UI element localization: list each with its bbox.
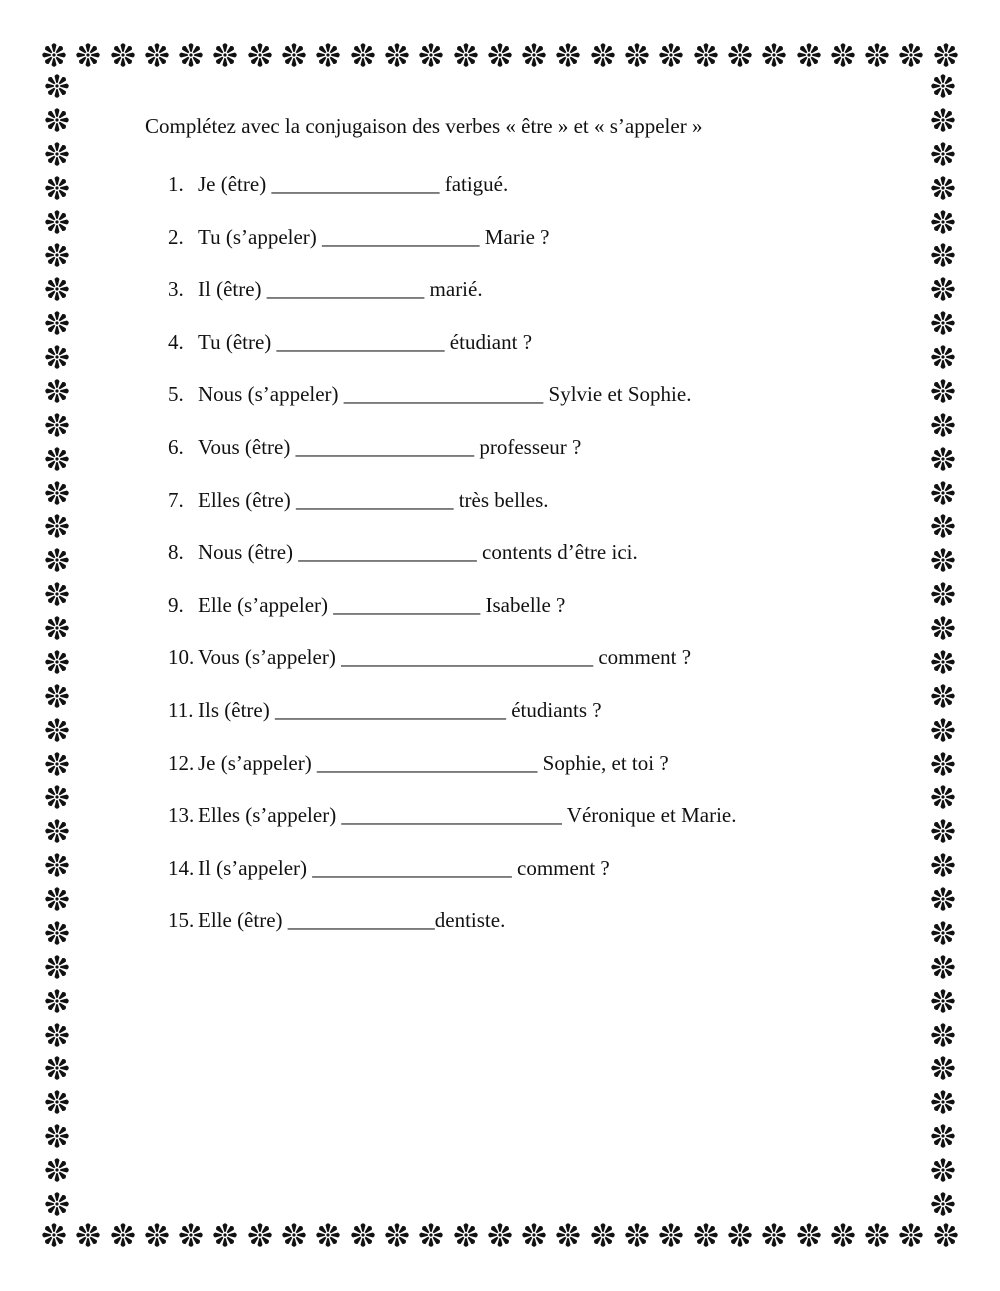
flower-ornament-icon [417, 1221, 445, 1249]
border-left [40, 72, 74, 1218]
flower-ornament-icon [929, 750, 957, 778]
flower-ornament-icon [929, 885, 957, 913]
exercise-sentence: Je (être) ________________ fatigué. [198, 172, 509, 196]
flower-ornament-icon [929, 1088, 957, 1116]
flower-ornament-icon [554, 41, 582, 69]
flower-ornament-icon [863, 41, 891, 69]
exercise-number: 12. [168, 750, 195, 775]
flower-ornament-icon [211, 1221, 239, 1249]
flower-ornament-icon [109, 1221, 137, 1249]
exercise-item [168, 540, 736, 593]
flower-ornament-icon [929, 817, 957, 845]
flower-ornament-icon [211, 41, 239, 69]
flower-ornament-icon [43, 1122, 71, 1150]
flower-ornament-icon [40, 41, 68, 69]
flower-ornament-icon [43, 987, 71, 1015]
flower-ornament-icon [74, 41, 102, 69]
flower-ornament-icon [43, 851, 71, 879]
flower-ornament-icon [657, 41, 685, 69]
flower-ornament-icon [43, 445, 71, 473]
exercise-number: 13. [168, 803, 195, 828]
flower-ornament-icon [520, 1221, 548, 1249]
flower-ornament-icon [43, 377, 71, 405]
worksheet-title: Complétez avec la conjugaison des verbes « être » et « s’appeler » [145, 114, 703, 138]
exercise-sentence: Vous (être) _________________ professeur ? [198, 434, 582, 459]
flower-ornament-icon [43, 343, 71, 371]
flower-ornament-icon [43, 1156, 71, 1184]
flower-ornament-icon [929, 1122, 957, 1150]
flower-ornament-icon [246, 1221, 274, 1249]
flower-ornament-icon [43, 546, 71, 574]
exercise-item [168, 908, 736, 961]
border-right [926, 72, 960, 1218]
flower-ornament-icon [929, 377, 957, 405]
flower-ornament-icon [177, 41, 205, 69]
flower-ornament-icon [43, 241, 71, 269]
flower-ornament-icon [726, 1221, 754, 1249]
flower-ornament-icon [43, 1054, 71, 1082]
flower-ornament-icon [43, 72, 71, 100]
flower-ornament-icon [43, 783, 71, 811]
exercise-sentence: Il (être) _______________ marié. [198, 277, 483, 302]
exercise-sentence: Elle (être) ______________dentiste. [198, 908, 506, 933]
flower-ornament-icon [43, 479, 71, 507]
exercise-item [168, 751, 736, 804]
flower-ornament-icon [929, 851, 957, 879]
flower-ornament-icon [43, 1021, 71, 1049]
flower-ornament-icon [589, 41, 617, 69]
flower-ornament-icon [452, 41, 480, 69]
flower-ornament-icon [929, 1054, 957, 1082]
flower-ornament-icon [929, 72, 957, 100]
flower-ornament-icon [43, 750, 71, 778]
flower-ornament-icon [554, 1221, 582, 1249]
flower-ornament-icon [929, 343, 957, 371]
exercise-number: 8. [168, 540, 184, 565]
exercise-list [168, 172, 736, 961]
exercise-number: 1. [168, 172, 184, 196]
flower-ornament-icon [349, 1221, 377, 1249]
flower-ornament-icon [929, 953, 957, 981]
flower-ornament-icon [929, 716, 957, 744]
exercise-sentence: Il (s’appeler) ___________________ comment ? [198, 855, 610, 880]
flower-ornament-icon [280, 41, 308, 69]
flower-ornament-icon [929, 106, 957, 134]
flower-ornament-icon [280, 1221, 308, 1249]
flower-ornament-icon [929, 275, 957, 303]
flower-ornament-icon [929, 411, 957, 439]
flower-ornament-icon [43, 512, 71, 540]
border-bottom [40, 1218, 960, 1252]
exercise-item [168, 488, 736, 541]
flower-ornament-icon [929, 140, 957, 168]
exercise-sentence: Nous (s’appeler) ___________________ Sylvie et Sophie. [198, 382, 692, 407]
flower-ornament-icon [43, 817, 71, 845]
flower-ornament-icon [929, 987, 957, 1015]
flower-ornament-icon [829, 41, 857, 69]
flower-ornament-icon [520, 41, 548, 69]
exercise-sentence: Vous (s’appeler) ________________________ comment ? [198, 645, 692, 670]
exercise-number: 9. [168, 592, 184, 617]
flower-ornament-icon [929, 783, 957, 811]
exercise-number: 7. [168, 487, 184, 512]
exercise-item [168, 330, 736, 383]
flower-ornament-icon [43, 919, 71, 947]
flower-ornament-icon [43, 106, 71, 134]
exercise-sentence: Tu (être) ________________ étudiant ? [198, 329, 533, 354]
flower-ornament-icon [109, 41, 137, 69]
flower-ornament-icon [795, 1221, 823, 1249]
flower-ornament-icon [929, 1156, 957, 1184]
flower-ornament-icon [43, 275, 71, 303]
exercise-sentence: Je (s’appeler) _____________________ Sophie, et toi ? [198, 750, 669, 775]
flower-ornament-icon [177, 1221, 205, 1249]
exercise-item [168, 593, 736, 646]
flower-ornament-icon [657, 1221, 685, 1249]
flower-ornament-icon [863, 1221, 891, 1249]
flower-ornament-icon [929, 445, 957, 473]
flower-ornament-icon [246, 41, 274, 69]
flower-ornament-icon [43, 614, 71, 642]
exercise-sentence: Ils (être) ______________________ étudiants ? [198, 697, 602, 722]
exercise-item [168, 435, 736, 488]
exercise-number: 10. [168, 645, 195, 670]
flower-ornament-icon [623, 1221, 651, 1249]
exercise-item [168, 698, 736, 751]
flower-ornament-icon [417, 41, 445, 69]
flower-ornament-icon [929, 479, 957, 507]
flower-ornament-icon [929, 546, 957, 574]
flower-ornament-icon [726, 41, 754, 69]
flower-ornament-icon [929, 682, 957, 710]
flower-ornament-icon [143, 41, 171, 69]
flower-ornament-icon [932, 1221, 960, 1249]
flower-ornament-icon [383, 41, 411, 69]
flower-ornament-icon [929, 919, 957, 947]
flower-ornament-icon [760, 41, 788, 69]
exercise-sentence: Elles (être) _______________ très belles. [198, 487, 549, 512]
exercise-number: 14. [168, 855, 195, 880]
flower-ornament-icon [383, 1221, 411, 1249]
exercise-number: 2. [168, 224, 184, 249]
exercise-number: 6. [168, 434, 184, 459]
flower-ornament-icon [43, 1088, 71, 1116]
flower-ornament-icon [314, 41, 342, 69]
flower-ornament-icon [929, 614, 957, 642]
flower-ornament-icon [897, 41, 925, 69]
flower-ornament-icon [43, 1190, 71, 1218]
flower-ornament-icon [929, 208, 957, 236]
flower-ornament-icon [829, 1221, 857, 1249]
flower-ornament-icon [43, 174, 71, 202]
exercise-number: 3. [168, 277, 184, 302]
flower-ornament-icon [43, 411, 71, 439]
flower-ornament-icon [40, 1221, 68, 1249]
exercise-sentence: Elle (s’appeler) ______________ Isabelle ? [198, 592, 566, 617]
flower-ornament-icon [43, 580, 71, 608]
border-top [40, 38, 960, 72]
flower-ornament-icon [589, 1221, 617, 1249]
exercise-number: 4. [168, 329, 184, 354]
flower-ornament-icon [692, 41, 720, 69]
flower-ornament-icon [486, 41, 514, 69]
flower-ornament-icon [43, 716, 71, 744]
flower-ornament-icon [43, 648, 71, 676]
flower-ornament-icon [74, 1221, 102, 1249]
flower-ornament-icon [929, 512, 957, 540]
flower-ornament-icon [43, 682, 71, 710]
flower-ornament-icon [349, 41, 377, 69]
flower-ornament-icon [452, 1221, 480, 1249]
exercise-item [168, 172, 736, 225]
flower-ornament-icon [692, 1221, 720, 1249]
flower-ornament-icon [43, 885, 71, 913]
exercise-sentence: Tu (s’appeler) _______________ Marie ? [198, 224, 550, 249]
flower-ornament-icon [929, 241, 957, 269]
exercise-number: 15. [168, 908, 195, 933]
flower-ornament-icon [929, 174, 957, 202]
flower-ornament-icon [143, 1221, 171, 1249]
exercise-number: 5. [168, 382, 184, 407]
flower-ornament-icon [795, 41, 823, 69]
exercise-item [168, 645, 736, 698]
flower-ornament-icon [43, 208, 71, 236]
flower-ornament-icon [43, 309, 71, 337]
flower-ornament-icon [929, 1021, 957, 1049]
flower-ornament-icon [932, 41, 960, 69]
exercise-item [168, 382, 736, 435]
flower-ornament-icon [929, 1190, 957, 1218]
flower-ornament-icon [623, 41, 651, 69]
exercise-sentence: Elles (s’appeler) _____________________ Véronique et Marie. [198, 803, 737, 828]
flower-ornament-icon [43, 140, 71, 168]
exercise-item [168, 225, 736, 278]
exercise-number: 11. [168, 697, 194, 722]
flower-ornament-icon [43, 953, 71, 981]
exercise-item [168, 856, 736, 909]
flower-ornament-icon [314, 1221, 342, 1249]
exercise-item [168, 803, 736, 856]
flower-ornament-icon [486, 1221, 514, 1249]
exercise-item [168, 277, 736, 330]
flower-ornament-icon [897, 1221, 925, 1249]
exercise-sentence: Nous (être) _________________ contents d’être ici. [198, 540, 638, 565]
flower-ornament-icon [929, 580, 957, 608]
flower-ornament-icon [760, 1221, 788, 1249]
flower-ornament-icon [929, 309, 957, 337]
flower-ornament-icon [929, 648, 957, 676]
